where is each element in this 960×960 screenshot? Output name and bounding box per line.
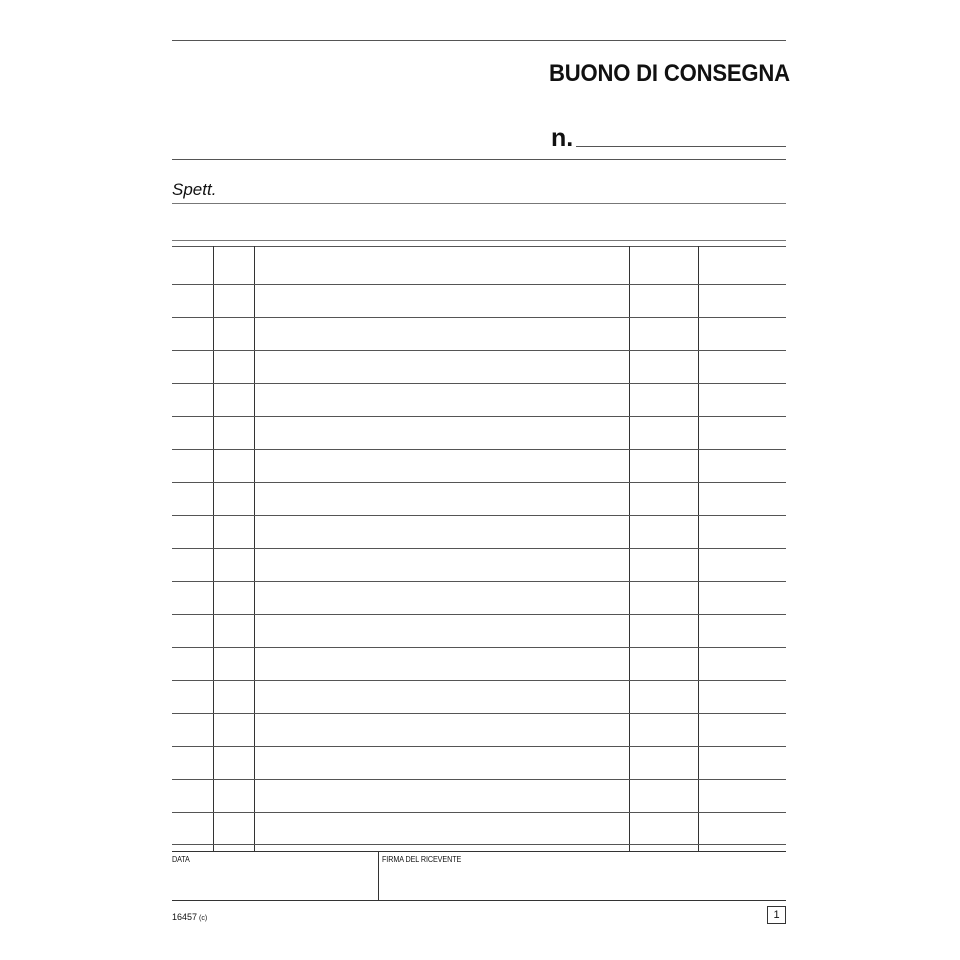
items-table [172, 246, 786, 851]
table-row-line [172, 383, 786, 384]
table-row-line [172, 449, 786, 450]
number-field-line[interactable] [576, 146, 786, 147]
table-bottom-rule [172, 851, 786, 852]
recipient-line-2[interactable] [172, 240, 786, 241]
table-row-line [172, 779, 786, 780]
recipient-label: Spett. [172, 180, 217, 199]
table-row-line [172, 713, 786, 714]
copy-number-box: 1 [767, 906, 786, 924]
table-row-line [172, 317, 786, 318]
table-row-line [172, 416, 786, 417]
form-code-number: 16457 [172, 912, 198, 922]
table-row-line [172, 680, 786, 681]
date-label: DATA [172, 855, 190, 864]
table-row-line [172, 548, 786, 549]
table-row-line [172, 614, 786, 615]
form-code-variant: (c) [199, 915, 208, 922]
footer-divider [378, 851, 379, 900]
table-row-line [172, 482, 786, 483]
table-row-line [172, 844, 786, 845]
table-row-line [172, 350, 786, 351]
header-bottom-rule [172, 159, 786, 160]
footer-bottom-rule [172, 900, 786, 901]
table-row-line [172, 581, 786, 582]
document-title: BUONO DI CONSEGNA [549, 60, 790, 87]
recipient-line-1[interactable] [172, 203, 786, 204]
signature-label: FIRMA DEL RICEVENTE [382, 855, 462, 864]
top-rule [172, 40, 786, 41]
table-row-line [172, 647, 786, 648]
table-row-line [172, 746, 786, 747]
form-code [172, 912, 207, 924]
table-row-line [172, 284, 786, 285]
table-row-line [172, 515, 786, 516]
number-label: n. [551, 124, 574, 152]
table-row-line [172, 812, 786, 813]
